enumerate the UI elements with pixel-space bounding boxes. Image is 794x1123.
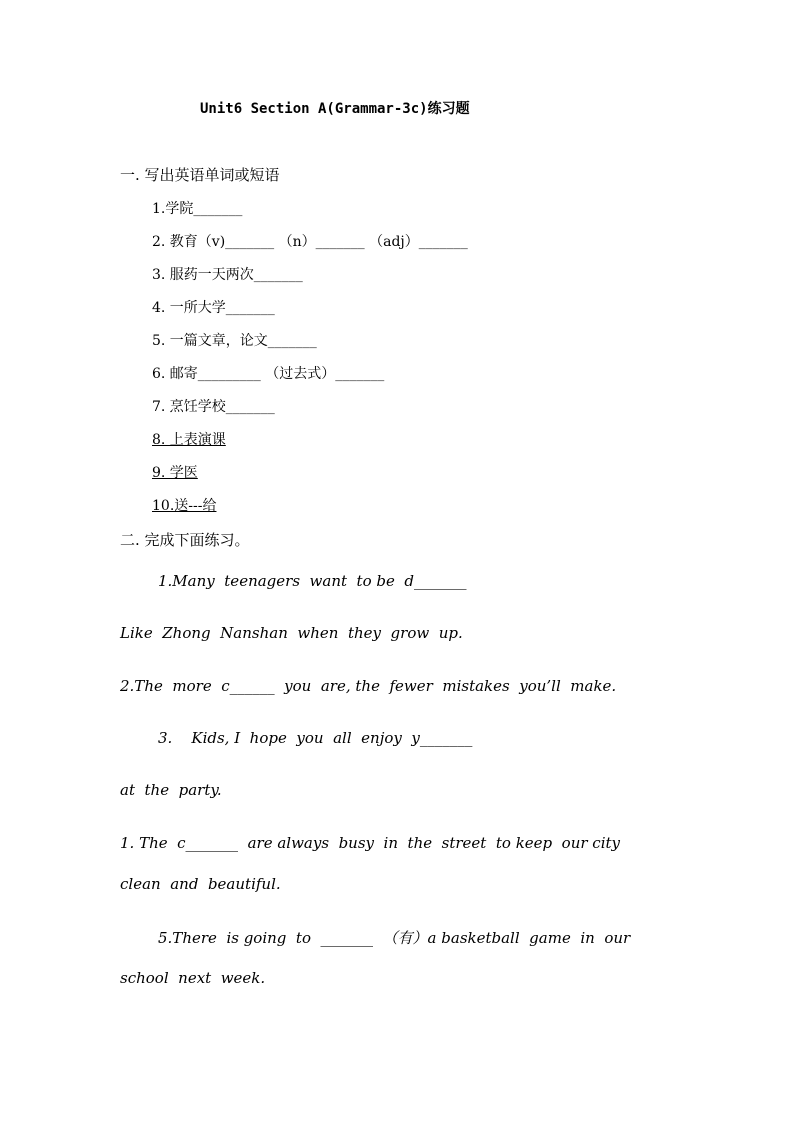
exercise-line-3: 2.The more c______ you are, the fewer mistakes you’ll make. [120, 677, 617, 695]
exercise-line-2: Like Zhong Nanshan when they grow up. [120, 624, 463, 642]
vocab-item-6: 6. 邮寄_________ （过去式）_______ [152, 366, 385, 382]
vocab-item-5: 5. 一篇文章，论文_______ [152, 333, 317, 349]
vocab-item-4: 4. 一所大学_______ [152, 300, 275, 316]
section-2-heading: 二. 完成下面练习。 [120, 531, 250, 549]
exercise-line-5: at the party. [120, 781, 222, 799]
vocab-item-9: 9. 学医 [152, 465, 198, 481]
vocab-item-2: 2. 教育（v)_______ （n）_______ （adj）_______ [152, 234, 468, 250]
vocab-item-8: 8. 上表演课 [152, 432, 226, 448]
exercise-line-9: school next week. [120, 969, 266, 987]
section-1-heading: 一. 写出英语单词或短语 [120, 166, 280, 184]
exercise-line-6: 1. The c_______ are always busy in the street to keep our city [120, 834, 621, 852]
exercise-line-4: 3. Kids, I hope you all enjoy y_______ [158, 729, 473, 747]
exercise-line-1: 1.Many teenagers want to be d_______ [158, 572, 467, 590]
exercise-line-8: 5.There is going to _______ （有）a basketball game in our [158, 929, 631, 947]
vocab-item-7: 7. 烹饪学校_______ [152, 399, 275, 415]
vocab-item-3: 3. 服药一天两次_______ [152, 267, 303, 283]
vocab-item-10: 10.送---给 [152, 498, 217, 514]
vocab-item-1: 1.学院_______ [152, 201, 243, 217]
exercise-line-7: clean and beautiful. [120, 875, 281, 893]
page-title: Unit6 Section A(Grammar-3c)练习题 [200, 101, 470, 117]
